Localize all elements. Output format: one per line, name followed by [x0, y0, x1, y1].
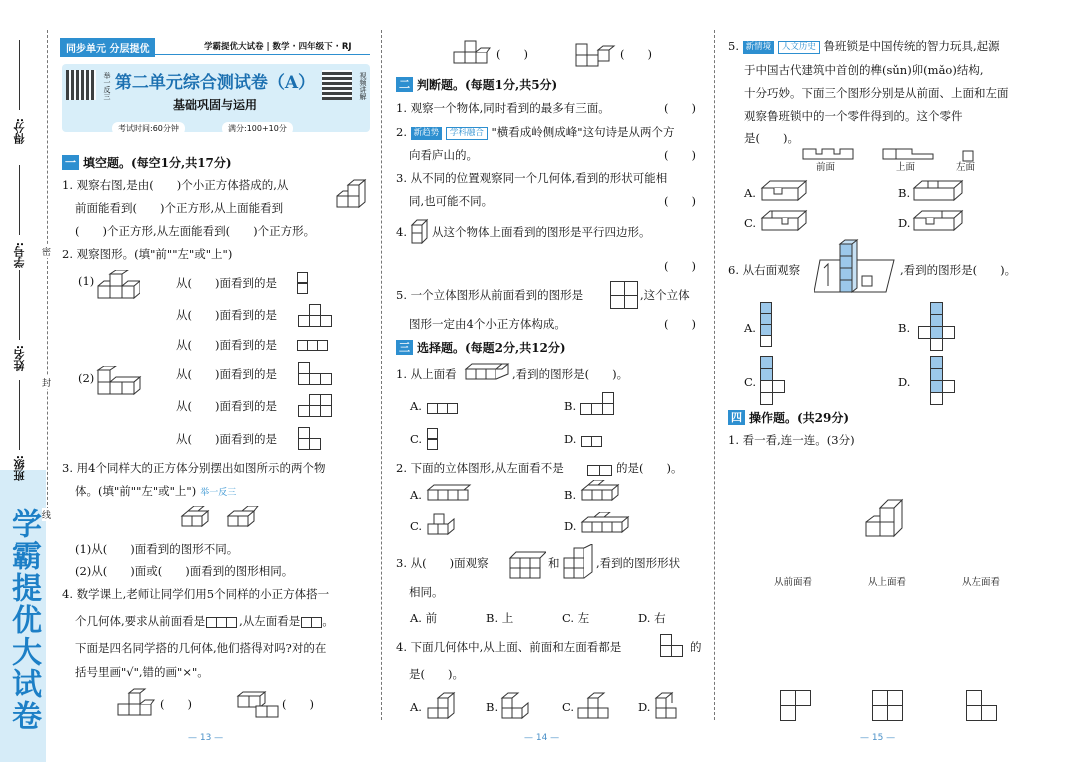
c1-b: ,看到的图形是( )。: [512, 367, 629, 381]
c4-a: 4. 下面几何体中,从上面、前面和左面看都是: [396, 640, 622, 654]
q4-line4: 括号里画"√",错的画"×"。: [75, 665, 209, 679]
q4-paren-3: ( ): [496, 47, 528, 61]
q5-figC: [760, 208, 810, 234]
c4-b: 的: [690, 640, 702, 654]
c1-optB: B.: [564, 399, 577, 413]
q5-optD: D.: [898, 216, 911, 230]
q4-figure-4: [574, 38, 618, 68]
section-title: 选择题。(每题2分,共12分): [417, 341, 566, 355]
o1-top-label: 从上面看: [868, 577, 907, 588]
o1: 1. 看一看,连一连。(3分): [728, 433, 855, 447]
q6-viewC: [760, 356, 790, 404]
q4-line3: 下面是四名同学搭的几何体,他们搭得对吗?对的在: [75, 641, 327, 655]
c1-figure: [464, 362, 510, 382]
q1-line3: ( )个正方形,从左面能看到( )个正方形。: [75, 224, 316, 238]
j5-paren: ( ): [664, 317, 696, 331]
c2-figC: [426, 512, 456, 538]
class-line: [19, 380, 20, 450]
section-judge: [396, 76, 557, 93]
q4-paren-2: ( ): [282, 697, 314, 711]
q2-2b-text: 从( )面看到的是: [176, 399, 277, 413]
page-number-13: — 13 —: [188, 733, 224, 743]
section-title: 判断题。(每题1分,共5分): [417, 78, 558, 92]
section-num: 一: [62, 155, 79, 170]
c1-optC: C.: [410, 432, 423, 446]
class-label: 班级:: [13, 455, 26, 482]
j5-line2: 图形一定由4个小正方体构成。: [409, 317, 566, 331]
j1: 1. 观察一个物体,同时看到的最多有三面。: [396, 101, 610, 115]
header-rule: [60, 54, 370, 55]
tag-new-trend: 新趋势: [411, 127, 443, 140]
j5-line1-a: 5. 一个立体图形从前面看到的图形是: [396, 288, 584, 302]
c3-optC: C. 左: [562, 611, 590, 625]
j5-line1: [396, 287, 583, 303]
q5-figB: [912, 178, 966, 204]
c2-optB: B.: [564, 488, 577, 502]
q6-optB: B.: [898, 321, 911, 335]
c3-b: 和: [548, 556, 560, 570]
c2-a: 2. 下面的立体图形,从左面看不是: [396, 461, 564, 475]
q3-part1: (1)从( )面看到的图形不同。: [75, 542, 239, 556]
c4-view: [660, 634, 686, 658]
c3-fig1: [508, 546, 546, 580]
q3-tag: 举一反三: [200, 488, 237, 498]
c3-optA: A. 前: [410, 611, 438, 625]
j2-line1: [396, 124, 675, 140]
c4-optB: B.: [486, 700, 499, 714]
q1-line1: 1. 观察右图,是由( )个小正方体搭成的,从: [62, 178, 289, 192]
c4-c: 是( )。: [409, 667, 464, 681]
q6-a: 6. 从右面观察: [728, 263, 801, 277]
q3-line1: 3. 用4个同样大的正方体分别摆出如图所示的两个物: [62, 461, 326, 475]
o1-view2: [872, 690, 904, 722]
c1-viewC: [428, 428, 438, 450]
page-number-14: — 14 —: [524, 733, 560, 743]
c2-figA: [426, 482, 472, 504]
q5-line4: 观察鲁班锁中的一个零件得到的。这个零件: [744, 109, 963, 123]
q6-viewB: [918, 302, 966, 350]
q2-2c-view: [298, 427, 324, 451]
qr-right-caption: 视频讲解: [359, 72, 367, 100]
c2-b: 的是( )。: [616, 461, 683, 475]
c1-viewB: [580, 392, 614, 416]
number-line: [19, 165, 20, 235]
q6-optA: A.: [744, 321, 756, 335]
q5-top-caption: 上面: [896, 162, 916, 173]
j4-num: 4.: [396, 225, 407, 239]
q4-line2-a: 个几何体,要求从前面看是: [75, 614, 206, 628]
qr-right: [322, 70, 352, 100]
c4-optD: D.: [638, 700, 651, 714]
q2-part1-figure: [96, 270, 140, 302]
q2-1a-view: [298, 272, 308, 294]
section-title: 操作题。(共29分): [749, 411, 850, 425]
full-score: 满分:100+10分: [222, 122, 293, 135]
series-header: 学霸提优大试卷 | 数学 · 四年级下 · RJ: [204, 42, 352, 52]
q4-line2: 个几何体,要求从前面看是 ,从左面看是 。: [75, 614, 334, 628]
o1-view1: [780, 690, 812, 722]
q4-paren-1: ( ): [160, 697, 192, 711]
q2-2a-text: 从( )面看到的是: [176, 367, 277, 381]
spine-title: 学霸提优大试卷: [6, 508, 41, 732]
c3-a: 3. 从( )面观察: [396, 556, 489, 570]
q5-line1-text: 鲁班锁是中国传统的智力玩具,起源: [823, 39, 1000, 53]
c3-optD: D. 右: [638, 611, 666, 625]
q2-part2-label: (2): [78, 371, 95, 385]
q5-left-caption: 左面: [956, 162, 976, 173]
c4-optC: C.: [562, 700, 575, 714]
q2-1c-text: 从( )面看到的是: [176, 338, 277, 352]
q6-b: ,看到的图形是( )。: [900, 263, 1017, 277]
c2-figD: [580, 512, 632, 536]
q2-1b-text: 从( )面看到的是: [176, 308, 277, 322]
q3-line2: [75, 483, 236, 501]
q5-figA: [760, 178, 810, 204]
page-number-15: — 15 —: [860, 733, 896, 743]
c1-viewA: [428, 400, 458, 414]
q2-part2-figure: [96, 366, 144, 398]
q2-1c-view: [298, 337, 328, 351]
section-title: 填空题。(每空1分,共17分): [83, 156, 232, 170]
o1-front-label: 从前面看: [774, 577, 813, 588]
q4-figure-2: [236, 688, 280, 720]
c4-optA: A.: [410, 700, 422, 714]
q2-1a-text: 从( )面看到的是: [176, 276, 277, 290]
exam-time: 考试时间:60分钟: [112, 122, 185, 135]
o1-left-label: 从左面看: [962, 577, 1001, 588]
q5-line1: [728, 38, 1000, 54]
q3-part2: (2)从( )面或( )面看到的图形相同。: [75, 564, 294, 578]
j4-figure: [410, 218, 430, 244]
section-num: 四: [728, 410, 745, 425]
test-title: 第二单元综合测试卷（A）: [114, 73, 316, 93]
c1-a: 1. 从上面看: [396, 367, 457, 381]
c2-optC: C.: [410, 519, 423, 533]
q4-figure-1: [116, 688, 156, 718]
j2-num: 2.: [396, 125, 407, 139]
q5-front-view: [802, 148, 854, 160]
j2-line1-text: "横看成岭侧成峰"这句诗是从两个方: [491, 125, 675, 139]
section-num: 三: [396, 340, 413, 355]
c4-figA: [426, 690, 460, 722]
column-divider-1: [381, 30, 382, 720]
q2-2c-text: 从( )面看到的是: [176, 432, 277, 446]
o1-view3: [966, 690, 998, 722]
q6-viewD: [918, 356, 966, 404]
q5-top-view: [882, 148, 934, 160]
j4-text: 从这个物体上面看到的图形是平行四边形。: [432, 225, 651, 239]
c1-optD: D.: [564, 432, 577, 446]
c3-optB: B. 上: [486, 611, 514, 625]
q2-part1-label: (1): [78, 274, 95, 288]
unit-badge: 同步单元 分层提优: [60, 38, 155, 57]
c3-d: 相同。: [409, 585, 444, 599]
q5-figD: [912, 208, 966, 234]
q4-paren-4: ( ): [620, 47, 652, 61]
c4-figB: [500, 690, 534, 722]
q6-figure: [814, 238, 896, 294]
q5-line5: 是( )。: [744, 131, 799, 145]
j5-line1-b: ,这个立体: [640, 288, 690, 302]
c2-optD: D.: [564, 519, 577, 533]
c2-figB: [580, 480, 620, 504]
section-choice: [396, 339, 566, 356]
seal-line: [47, 30, 48, 520]
section-operation: [728, 409, 849, 426]
c4-figD: [654, 690, 684, 722]
j2-paren: ( ): [664, 148, 696, 162]
q2-1b-view: [298, 304, 334, 328]
c2-view: [588, 462, 612, 476]
q6-optD: D.: [898, 375, 911, 389]
score-label: 得分:: [13, 118, 26, 145]
column-divider-2: [714, 30, 715, 720]
q3-line2-text: 体。(填"前""左"或"上"): [75, 484, 197, 498]
q4-front-view: [207, 617, 237, 628]
name-label: 姓名:: [13, 345, 26, 372]
q4-figure-3: [452, 40, 492, 66]
tag-interdisciplinary: 学科融合: [446, 127, 488, 140]
q4-line1: 4. 数学课上,老师让同学们用5个同样的小正方体搭一: [62, 587, 330, 601]
j1-paren: ( ): [664, 101, 696, 115]
j4-paren: ( ): [664, 259, 696, 273]
q2-stem: 2. 观察图形。(填"前""左"或"上"): [62, 247, 233, 261]
q2-2b-view: [298, 394, 334, 418]
c1-optA: A.: [410, 399, 422, 413]
seal-xian: 线: [42, 508, 51, 521]
c3-fig2: [562, 544, 596, 580]
qr-left-caption: 举一反三: [103, 72, 111, 100]
q5-front-caption: 前面: [816, 162, 836, 173]
tag-culture-history: 人文历史: [778, 41, 820, 54]
q5-line2: 于中国古代建筑中首创的榫(sǔn)卯(mǎo)结构,: [744, 63, 984, 77]
test-subtitle: 基础巩固与运用: [172, 98, 257, 112]
number-label: 学号:: [13, 242, 26, 269]
score-line: [19, 40, 20, 110]
j3-line2: 同,也可能不同。: [409, 194, 494, 208]
o1-figure: [864, 496, 912, 544]
j3-paren: ( ): [664, 194, 696, 208]
q5-optA: A.: [744, 186, 756, 200]
q6-viewA: [760, 302, 772, 347]
name-line: [19, 270, 20, 340]
q1-cube-figure: [334, 178, 370, 212]
seal-mi: 密: [42, 245, 51, 258]
q5-optB: B.: [898, 186, 911, 200]
qr-left: [66, 70, 96, 100]
q4-line2-b: ,从左面看是: [239, 614, 301, 628]
j5-square-view: [610, 281, 638, 309]
q5-optC: C.: [744, 216, 757, 230]
c1-viewD: [582, 433, 602, 447]
j3-line1: 3. 从不同的位置观察同一个几何体,看到的形状可能相: [396, 171, 668, 185]
c2-optA: A.: [410, 488, 422, 502]
q1-line2: 前面能看到( )个正方形,从上面能看到: [75, 201, 284, 215]
q5-num: 5.: [728, 39, 739, 53]
seal-feng: 封: [42, 376, 51, 389]
tag-new-context: 新情境: [743, 41, 775, 54]
q6-optC: C.: [744, 375, 757, 389]
q2-2a-view: [298, 362, 334, 386]
q5-line3: 十分巧妙。下面三个图形分别是从前面、上面和左面: [744, 86, 1009, 100]
section-fill-blank: [62, 154, 232, 171]
c4-figC: [576, 690, 610, 722]
q4-left-view: [302, 617, 322, 628]
section-num: 二: [396, 77, 413, 92]
c3-c: ,看到的图形形状: [596, 556, 681, 570]
q3-figures: [180, 506, 264, 532]
j2-line2: 向看庐山的。: [409, 148, 478, 162]
j4: [396, 224, 407, 240]
